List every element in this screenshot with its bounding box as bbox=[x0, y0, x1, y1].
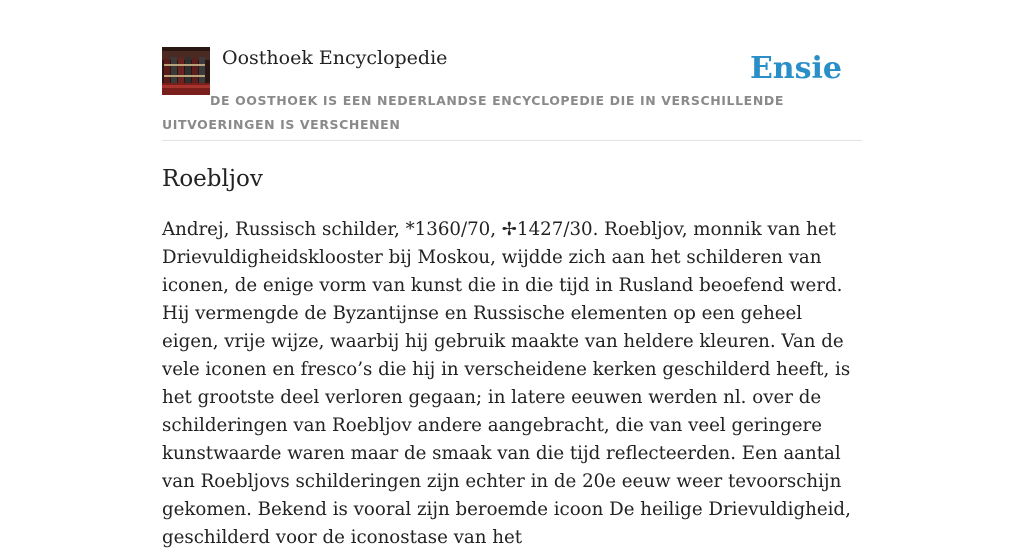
site-header bbox=[162, 46, 862, 141]
article-body: Andrej, Russisch schilder, *1360/70, ✢1427/30. Roebljov, monnik van het Drievuldigheidsklooster bij Moskou, wijdde zich aan het schilderen van iconen, de enige vorm van kunst die in die tijd in Rusland beoefend werd. Hij vermengde de Byzantijnse en Russische elementen op een geheel eigen, vrije wijze, waarbij hij gebruik maakte van heldere kleuren. Van de vele iconen en fresco’s die hij in verscheidene kerken geschilderd heeft, is het grootste deel verloren gegaan; in latere eeuwen werden nl. over de schilderingen van Roebljov andere aangebracht, die van veel geringere kunstwaarde waren maar de smaak van die tijd reflecteerden. Een aantal van Roebljovs schilderingen zijn echter in de 20e eeuw weer tevoorschijn gekomen. Bekend is vooral zijn beroemde icoon De heilige Drievuldigheid, geschilderd voor de iconostase van het bbox=[162, 219, 851, 548]
site-tagline: DE OOSTHOEK IS EEN NEDERLANDSE ENCYCLOPEDIE DIE IN VERSCHILLENDE UITVOERINGEN IS VERSCHENEN bbox=[162, 93, 784, 132]
books-icon bbox=[162, 47, 210, 95]
site-avatar[interactable] bbox=[162, 47, 210, 95]
article-title: Roebljov bbox=[162, 166, 263, 192]
brand-logo[interactable]: Ensie bbox=[749, 51, 842, 86]
site-title[interactable]: Oosthoek Encyclopedie bbox=[222, 47, 448, 69]
